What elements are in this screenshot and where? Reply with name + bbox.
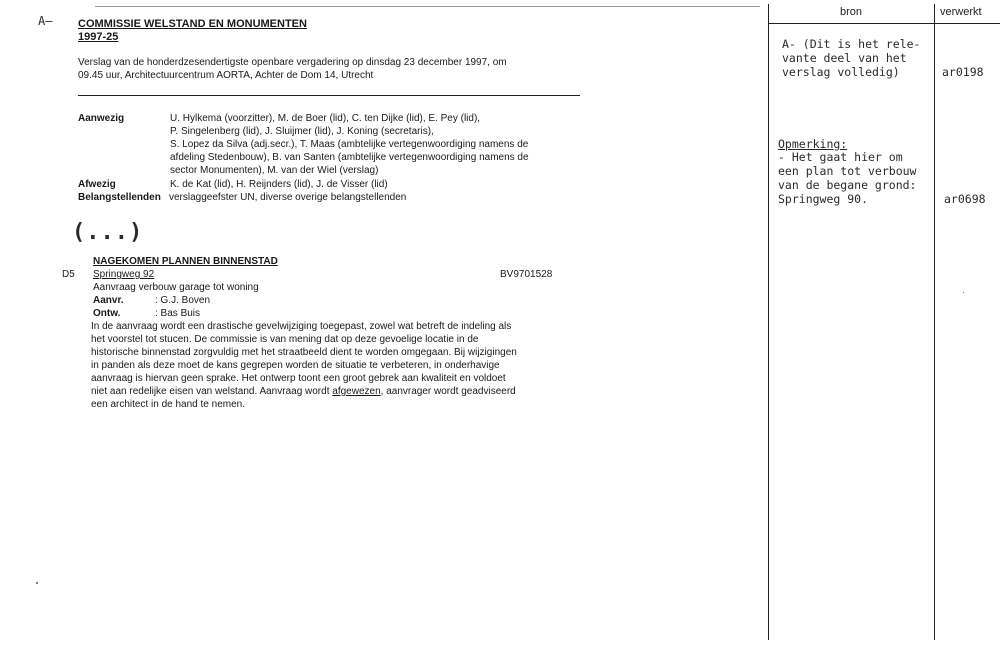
- designer-value: : Bas Buis: [155, 308, 201, 319]
- present-line-3: S. Lopez da Silva (adj.secr.), T. Maas (ambtelijke vertegenwoordiging namens de: [170, 139, 529, 150]
- decision-rejected: afgewezen: [332, 386, 381, 397]
- body-line-1: In de aanvraag wordt een drastische gevelwijziging toegepast, zowel wat betreft de indeling als: [91, 321, 512, 332]
- table-left-border: [768, 4, 769, 640]
- scan-speck: [36, 582, 38, 584]
- item-code: D5: [62, 269, 75, 280]
- table-column-divider: [934, 4, 935, 640]
- stakeholders-text: verslaggeefster UN, diverse overige belangstellenden: [169, 192, 407, 203]
- present-line-4: afdeling Stedenbouw), B. van Santen (ambtelijke vertegenwoordiging namens de: [170, 152, 529, 163]
- column-header-verwerkt: verwerkt: [940, 6, 982, 18]
- designer-label: Ontw.: [93, 308, 121, 319]
- case-number: BV9701528: [500, 269, 553, 280]
- intro-line-2: 09.45 uur, Architectuurcentrum AORTA, Achter de Dom 14, Utrecht: [78, 70, 374, 81]
- body-line-6-start: niet aan redelijke eisen van welstand. Aanvraag wordt: [91, 386, 333, 397]
- request-description: Aanvraag verbouw garage tot woning: [93, 282, 259, 293]
- omission-ellipsis: (...): [72, 220, 144, 245]
- remark-label: Opmerking:: [778, 137, 848, 151]
- present-line-5: sector Monumenten), M. van der Wiel (verslag): [170, 165, 379, 176]
- present-line-2: P. Singelenberg (lid), J. Sluijmer (lid), J. Koning (secretaris),: [170, 126, 434, 137]
- meeting-number: 1997-25: [78, 31, 119, 43]
- section-title: NAGEKOMEN PLANNEN BINNENSTAD: [93, 256, 278, 267]
- note2-line-2: een plan tot verbouw: [778, 164, 917, 178]
- absent-label: Afwezig: [78, 179, 116, 190]
- scan-speck: [963, 292, 964, 293]
- body-line-7: een architect in de hand te nemen.: [91, 399, 245, 410]
- body-line-2: het voorstel tot stucen. De commissie is van mening dat op deze gevoelige locatie in de: [91, 334, 479, 345]
- intro-line-1: Verslag van de honderdzesendertigste openbare vergadering op dinsdag 23 december 1997, om: [78, 57, 507, 68]
- body-line-6: [91, 385, 516, 398]
- body-line-4: in panden als deze moet de kans gegrepen worden de situatie te verbeteren, in onderhavige: [91, 360, 500, 371]
- note1-line-1: A- (Dit is het rele-: [782, 37, 921, 51]
- note2-line-1: - Het gaat hier om: [778, 150, 903, 164]
- ref-number-1: ar0198: [942, 65, 984, 79]
- note2-line-4: Springweg 90.: [778, 192, 869, 206]
- note1-line-2: vante deel van het: [782, 51, 907, 65]
- stakeholders-label: Belangstellenden: [78, 192, 161, 203]
- applicant-value: : G.J. Boven: [155, 295, 211, 306]
- body-line-3: historische binnenstad zorgvuldig met het straatbeeld dient te worden omgegaan. Bij wijzigingen: [91, 347, 517, 358]
- margin-mark: A–: [38, 14, 53, 28]
- body-line-5: aanvraag is hiervan geen sprake. Het ontwerp toont een groot gebrek aan kwaliteit en voldoet: [91, 373, 506, 384]
- present-line-1: U. Hylkema (voorzitter), M. de Boer (lid), C. ten Dijke (lid), E. Pey (lid),: [170, 113, 481, 124]
- document-title: COMMISSIE WELSTAND EN MONUMENTEN: [78, 18, 307, 30]
- present-label: Aanwezig: [78, 113, 125, 124]
- ref-number-2: ar0698: [944, 192, 986, 206]
- note2-line-3: van de begane grond:: [778, 178, 917, 192]
- header-rule: [78, 95, 580, 96]
- column-header-bron: bron: [840, 6, 863, 18]
- item-address: Springweg 92: [93, 269, 155, 280]
- applicant-label: Aanvr.: [93, 295, 124, 306]
- table-header-rule: [768, 23, 1000, 24]
- absent-text: K. de Kat (lid), H. Reijnders (lid), J. de Visser (lid): [170, 179, 388, 190]
- body-line-6-end: , aanvrager wordt geadviseerd: [380, 386, 516, 397]
- scan-edge-line: [95, 6, 760, 7]
- note1-line-3: verslag volledig): [782, 65, 900, 79]
